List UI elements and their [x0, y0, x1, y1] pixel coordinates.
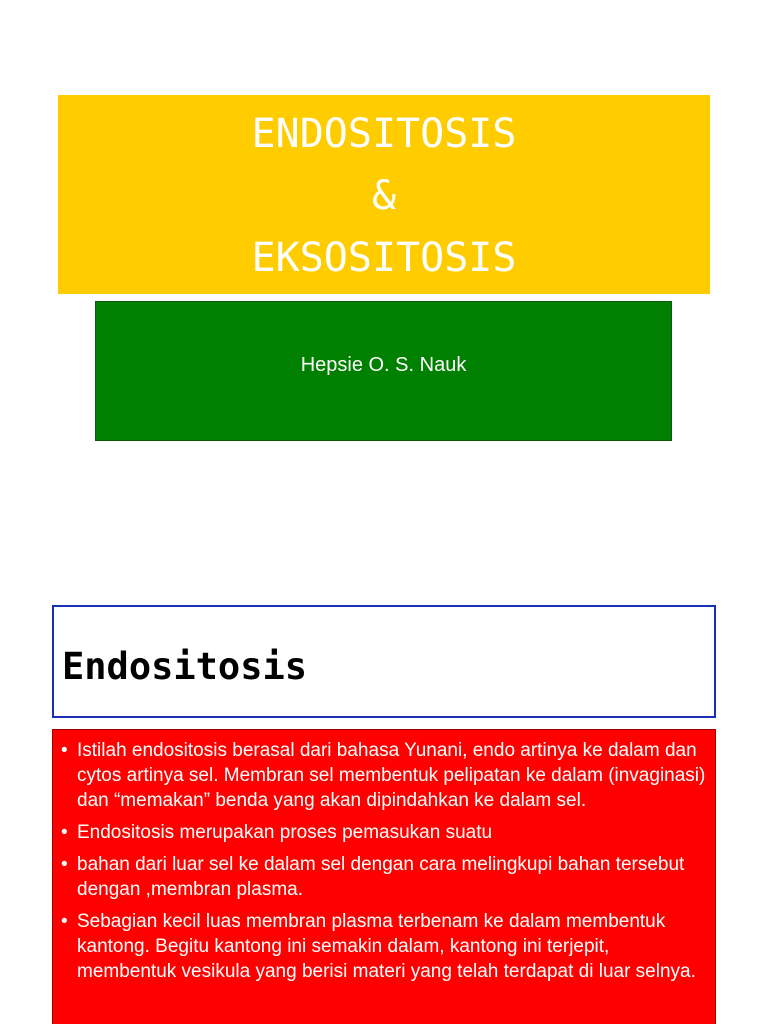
- section-heading: Endositosis: [62, 645, 308, 688]
- list-item-text: Sebagian kecil luas membran plasma terbenam ke dalam membentuk kantong. Begitu kantong ini semakin dalam, kantong ini terjepit, membentuk vesikula yang berisi materi yang telah terdapat di luar selnya.: [77, 911, 696, 982]
- author-box: [95, 301, 672, 441]
- title-line-1: ENDOSITOSIS: [251, 111, 517, 157]
- list-item-text: bahan dari luar sel ke dalam sel dengan cara melingkupi bahan tersebut dengan ,membran plasma.: [77, 854, 685, 900]
- list-item: [61, 738, 707, 813]
- bullet-icon: •: [61, 854, 68, 875]
- bullet-icon: •: [61, 740, 68, 761]
- bullet-list: [53, 730, 715, 984]
- title-banner: [58, 95, 710, 294]
- list-item: [61, 820, 707, 845]
- bullet-icon: •: [61, 911, 68, 932]
- list-item: [61, 909, 707, 984]
- section-heading-box: [52, 605, 716, 718]
- list-item-text: Istilah endositosis berasal dari bahasa Yunani, endo artinya ke dalam dan cytos artinya sel. Membran sel membentuk pelipatan ke dalam (invaginasi) dan “memakan” benda yang akan dipindahkan ke dalam sel.: [77, 740, 706, 811]
- bullet-icon: •: [61, 822, 68, 843]
- title-line-3: EKSOSITOSIS: [251, 235, 517, 281]
- title-line-2: &: [371, 173, 397, 219]
- content-box: [52, 729, 716, 1024]
- author-name: Hepsie O. S. Nauk: [300, 354, 467, 376]
- list-item-text: Endositosis merupakan proses pemasukan suatu: [77, 822, 493, 843]
- list-item: [61, 852, 707, 902]
